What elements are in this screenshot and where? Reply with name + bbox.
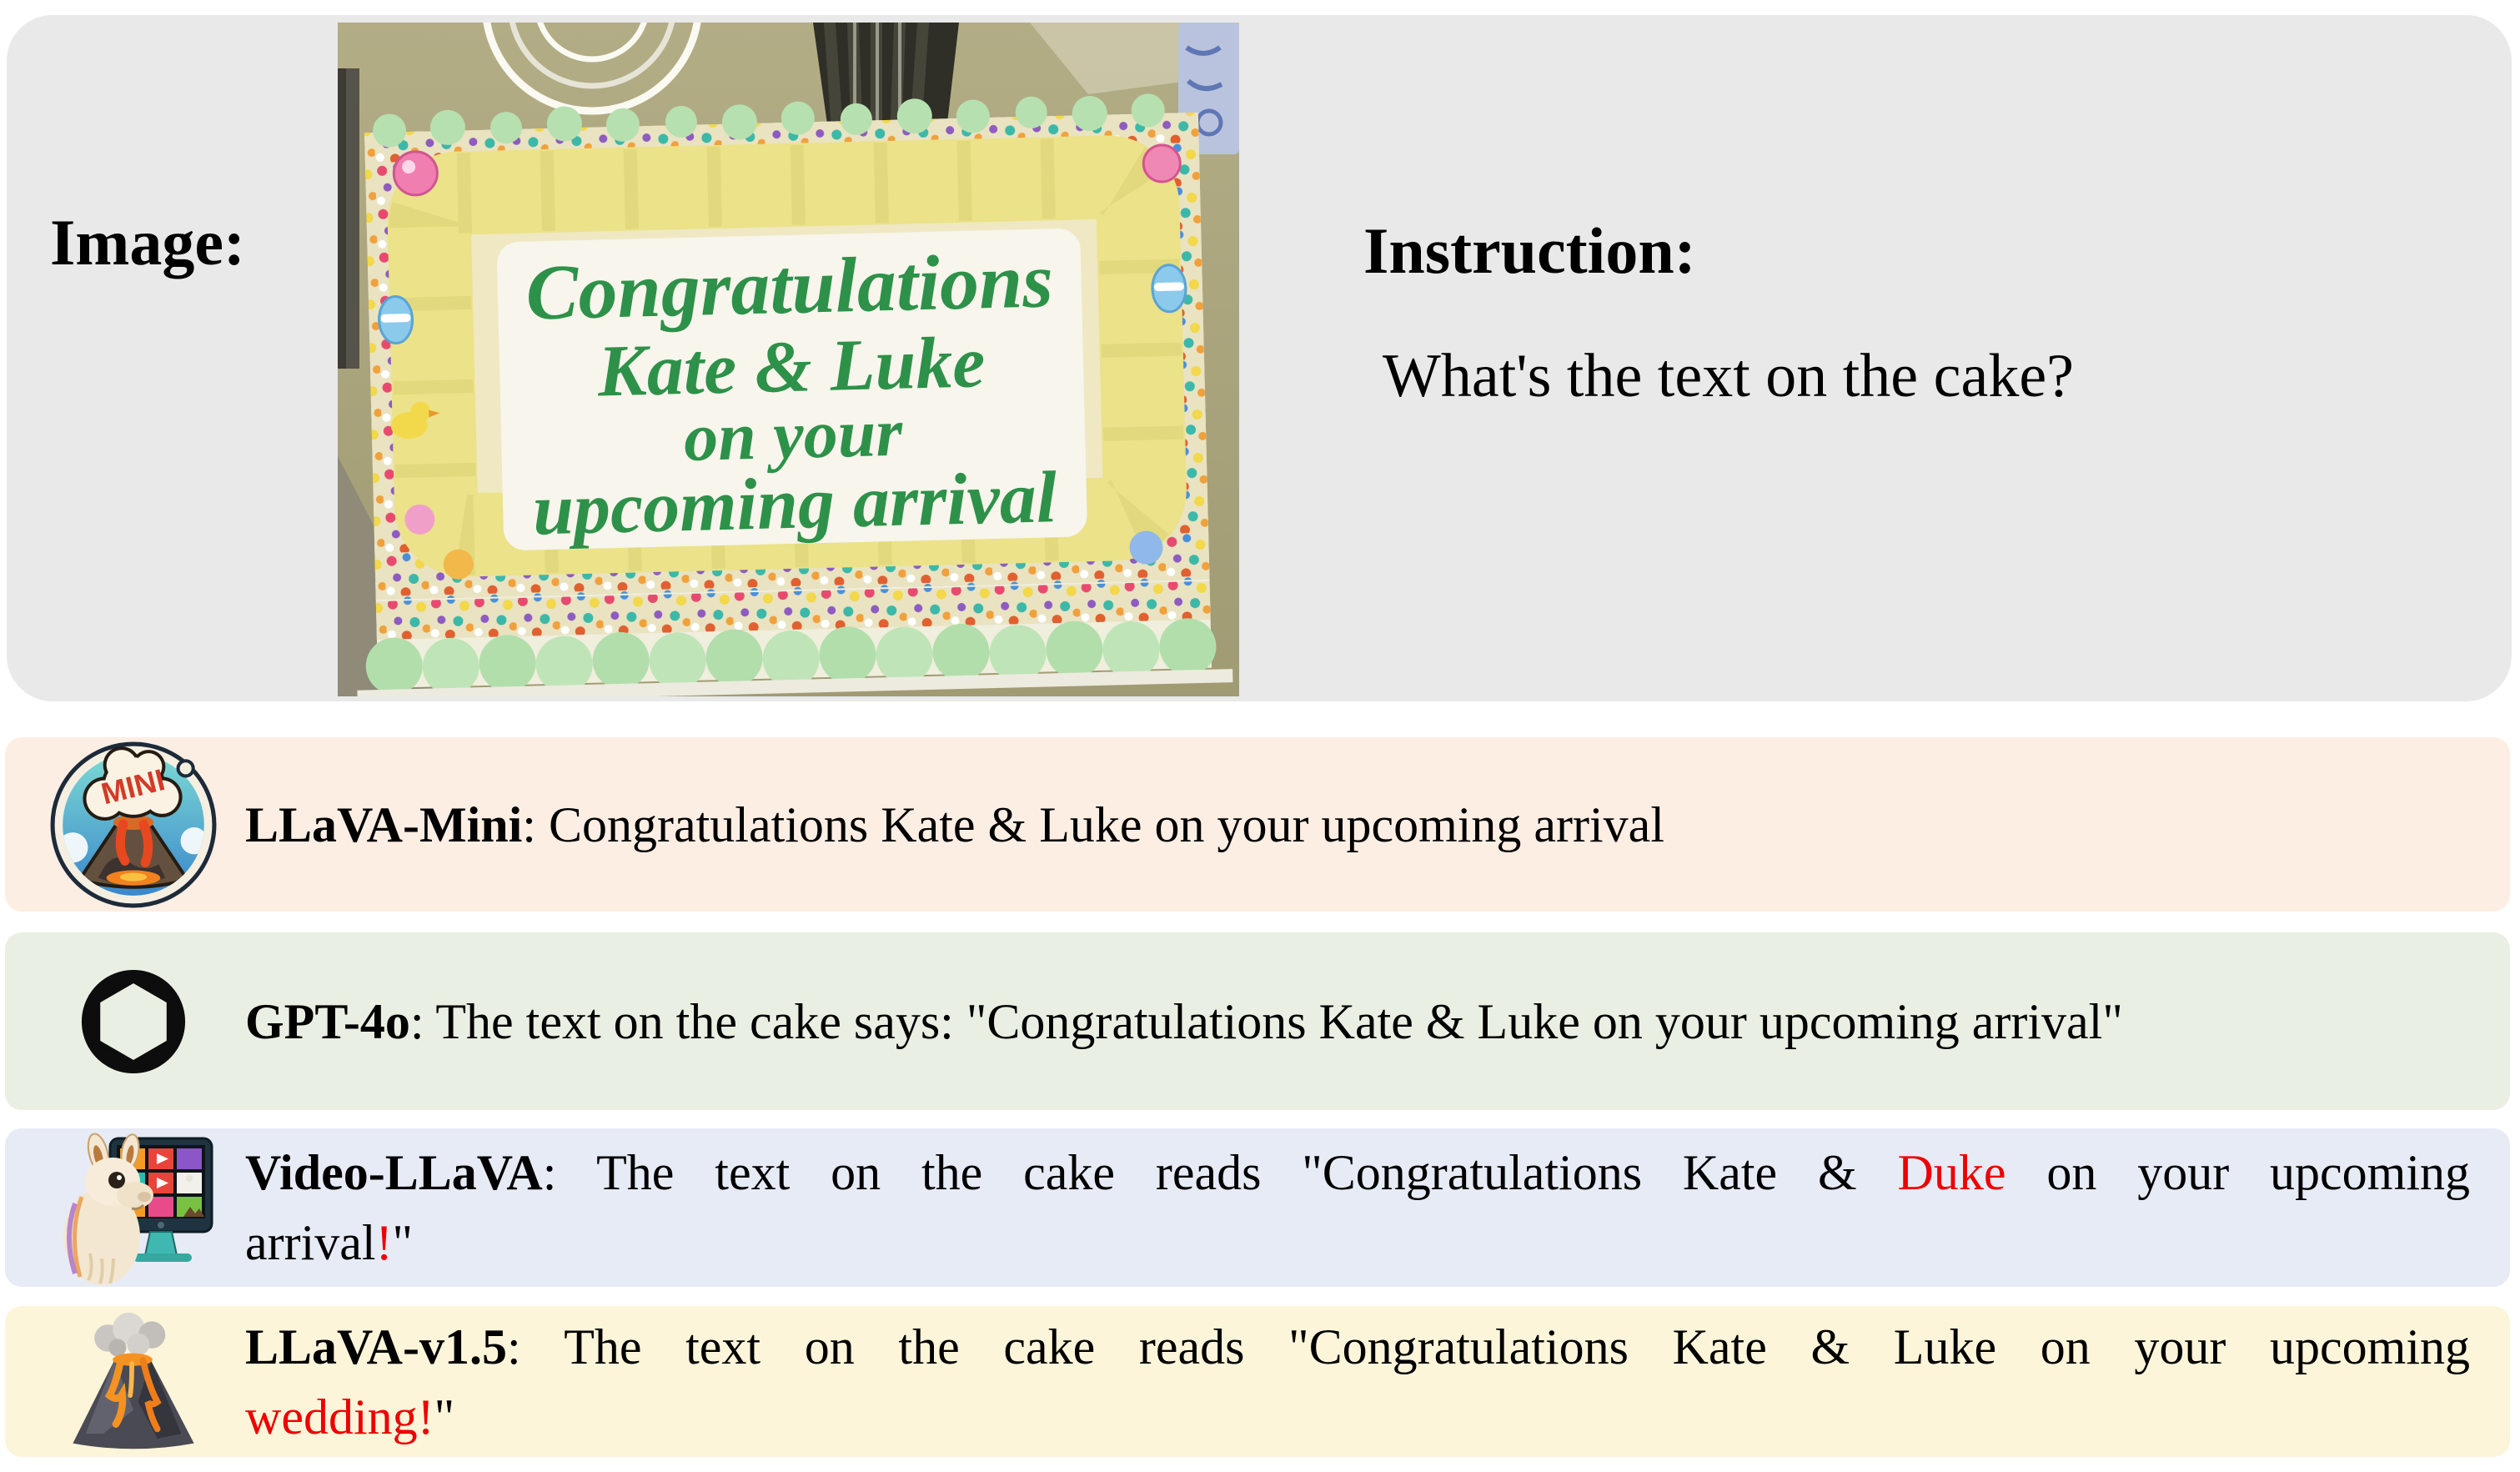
- instruction-question: What's the text on the cake?: [1383, 342, 2075, 410]
- smoke: [94, 1313, 165, 1356]
- instruction-label: Instruction:: [1363, 214, 1696, 287]
- model-response-line-1: Video-LLaVA: The text on the cake reads "Congratulations Kate & Duke on your upcoming: [245, 1145, 2470, 1200]
- cake-message-line-2: Kate & Luke: [596, 322, 986, 413]
- llava-mini-icon: [43, 737, 223, 912]
- cake-message-line-4: upcoming arrival: [531, 457, 1058, 551]
- model-response-line-1: LLaVA-v1.5: The text on the cake reads "Congratulations Kate & Luke on your upcoming: [245, 1319, 2470, 1374]
- model-response: GPT-4o: The text on the cake says: "Congratulations Kate & Luke on your upcoming arrival": [245, 993, 2123, 1049]
- volcano-emoji-icon: [43, 1306, 223, 1457]
- video-llava-icon: [43, 1128, 223, 1287]
- model-row-llava-v15: [5, 1306, 2510, 1457]
- model-response: LLaVA-Mini: Congratulations Kate & Luke on your upcoming arrival: [245, 796, 1664, 852]
- cake: [343, 90, 1232, 696]
- model-response-line-2: arrival!": [245, 1215, 414, 1270]
- model-response-line-2: wedding!": [245, 1389, 455, 1444]
- image-label: Image:: [50, 206, 245, 279]
- cake-photo: [338, 23, 1239, 696]
- cake-message-line-3: on your: [683, 394, 904, 476]
- cake-message-line-1: Congratulations: [525, 237, 1055, 337]
- model-row-video-llava: [5, 1128, 2510, 1287]
- model-row-gpt4o: [5, 932, 2510, 1110]
- mini-label: MINI: [97, 761, 168, 811]
- model-row-llava-mini: [5, 737, 2510, 912]
- openai-logo-icon: [43, 932, 223, 1110]
